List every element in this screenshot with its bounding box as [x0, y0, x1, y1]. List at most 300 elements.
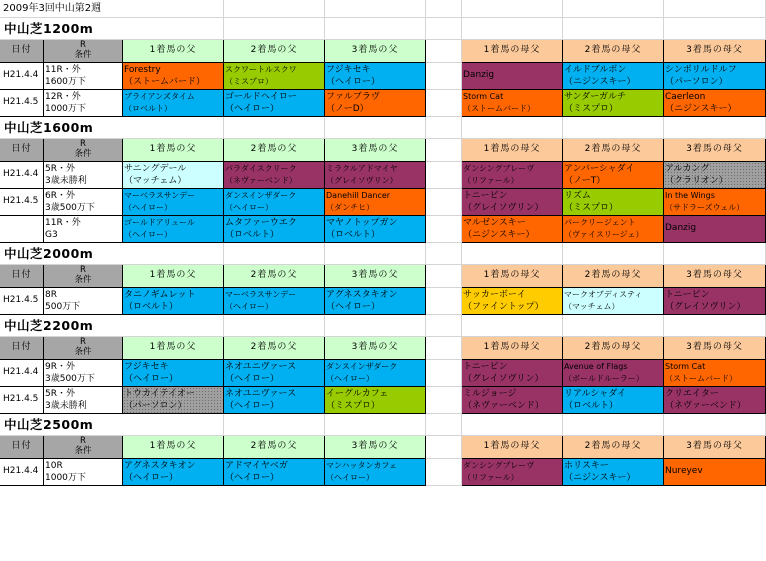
- horse-name: ダンスインザダーク: [326, 362, 398, 371]
- lineage: （ヘイロー）: [326, 473, 374, 482]
- header-sire[interactable]: 2着馬の父: [224, 40, 325, 63]
- lineage: （グレイソヴリン）: [463, 203, 544, 213]
- sire-cell[interactable]: [123, 360, 224, 387]
- horse-name: トウカイテイオー: [124, 389, 195, 399]
- dam-sire-cell[interactable]: [462, 162, 563, 189]
- race-date[interactable]: H21.4.4: [0, 162, 44, 189]
- sire-cell[interactable]: [224, 189, 325, 216]
- header-race[interactable]: [44, 265, 123, 288]
- lineage: （ストームバード）: [124, 77, 206, 87]
- empty-cell[interactable]: [325, 243, 426, 265]
- sire-cell[interactable]: [224, 387, 325, 414]
- sire-cell[interactable]: [325, 189, 426, 216]
- horse-name: アグネスタキオン: [326, 290, 398, 300]
- lineage: （ロベルト）: [124, 302, 179, 312]
- empty-cell[interactable]: [664, 315, 766, 337]
- horse-name: トニービン: [463, 362, 508, 372]
- sire-cell[interactable]: [123, 288, 224, 315]
- horse-name: Danzig: [665, 223, 697, 233]
- lineage: （ヘイロー）: [326, 374, 374, 383]
- dam-sire-cell[interactable]: [563, 90, 664, 117]
- dam-sire-cell[interactable]: [462, 387, 563, 414]
- empty-cell[interactable]: [462, 0, 563, 18]
- header-date[interactable]: 日付: [0, 40, 44, 63]
- empty-cell[interactable]: [426, 40, 462, 63]
- lineage: （ノーD）: [326, 104, 369, 114]
- sire-cell[interactable]: [224, 459, 325, 486]
- horse-name: トニービン: [463, 191, 508, 201]
- section-title[interactable]: 中山芝1600m: [0, 117, 123, 139]
- empty-cell[interactable]: [563, 18, 664, 40]
- race-date[interactable]: H21.4.4: [0, 63, 44, 90]
- sheet-title[interactable]: 2009年3回中山第2週: [0, 0, 123, 18]
- empty-cell[interactable]: [664, 0, 766, 18]
- horse-name: アルカング: [665, 164, 710, 174]
- header-sire[interactable]: 3着馬の父: [325, 40, 426, 63]
- lineage: （パーソロン）: [124, 401, 187, 411]
- lineage: （ロベルト）: [326, 230, 381, 240]
- horse-name: サニングデール: [124, 164, 187, 174]
- horse-name: Danzig: [463, 70, 495, 80]
- dam-sire-cell[interactable]: [563, 459, 664, 486]
- dam-sire-cell[interactable]: [462, 459, 563, 486]
- dam-sire-cell[interactable]: [664, 63, 766, 90]
- lineage: （グレイソヴリン）: [463, 374, 544, 384]
- horse-name: Nureyev: [665, 466, 703, 476]
- horse-name: フジキセキ: [326, 65, 371, 75]
- dam-sire-cell[interactable]: [664, 216, 766, 243]
- race-info[interactable]: [44, 90, 123, 117]
- header-dam-sire[interactable]: 2着馬の母父: [563, 265, 664, 288]
- horse-name: アンバーシャダイ: [564, 164, 635, 174]
- empty-cell[interactable]: [325, 0, 426, 18]
- header-sire[interactable]: 3着馬の父: [325, 436, 426, 459]
- lineage: （ネヴァーベンド）: [463, 401, 544, 411]
- lineage: （ロベルト）: [564, 401, 619, 411]
- header-dam-sire[interactable]: 3着馬の母父: [664, 139, 766, 162]
- empty-cell[interactable]: [462, 243, 563, 265]
- empty-cell[interactable]: [426, 436, 462, 459]
- horse-name: フジキセキ: [124, 362, 169, 372]
- horse-name: ネオユニヴァース: [225, 389, 297, 399]
- empty-cell[interactable]: [664, 243, 766, 265]
- lineage: （ニジンスキー）: [463, 230, 535, 240]
- horse-name: サンダーガルチ: [564, 92, 627, 102]
- header-dam-sire[interactable]: 3着馬の母父: [664, 265, 766, 288]
- race-date[interactable]: H21.4.4: [0, 360, 44, 387]
- sire-cell[interactable]: [325, 63, 426, 90]
- race-condition: 3歳未勝利: [45, 176, 87, 186]
- header-dam-sire[interactable]: 2着馬の母父: [563, 436, 664, 459]
- empty-cell[interactable]: [426, 315, 462, 337]
- race-info[interactable]: [44, 459, 123, 486]
- lineage: （ヘイロー）: [124, 374, 179, 384]
- header-date[interactable]: 日付: [0, 139, 44, 162]
- empty-cell[interactable]: [426, 117, 462, 139]
- horse-name: ゴールドヘイロー: [225, 92, 297, 102]
- sire-cell[interactable]: [123, 63, 224, 90]
- lineage: （ヘイロー）: [225, 104, 280, 114]
- race-date[interactable]: H21.4.5: [0, 90, 44, 117]
- empty-cell[interactable]: [224, 414, 325, 436]
- horse-name: イーグルカフェ: [326, 389, 389, 399]
- sire-cell[interactable]: [123, 459, 224, 486]
- horse-name: アグネスタキオン: [124, 461, 196, 471]
- horse-name: ゴールドアリュール: [124, 218, 195, 227]
- horse-name: ブライアンズタイム: [124, 92, 195, 101]
- horse-name: ミラクルアドマイヤ: [326, 164, 398, 173]
- sire-cell[interactable]: [325, 360, 426, 387]
- dam-sire-cell[interactable]: [462, 189, 563, 216]
- header-dam-sire[interactable]: 2着馬の母父: [563, 139, 664, 162]
- header-sire[interactable]: 3着馬の父: [325, 139, 426, 162]
- race-number: 12R・外: [45, 92, 81, 102]
- race-info[interactable]: [44, 63, 123, 90]
- lineage: （グレイソヴリン）: [326, 176, 398, 185]
- header-sire[interactable]: 1着馬の父: [123, 139, 224, 162]
- header-date[interactable]: 日付: [0, 265, 44, 288]
- empty-cell[interactable]: [563, 414, 664, 436]
- sire-cell[interactable]: [224, 216, 325, 243]
- empty-cell[interactable]: [426, 360, 462, 387]
- dam-sire-cell[interactable]: [563, 63, 664, 90]
- sire-cell[interactable]: [224, 360, 325, 387]
- sire-cell[interactable]: [224, 90, 325, 117]
- empty-cell[interactable]: [462, 18, 563, 40]
- lineage: （ヘイロー）: [225, 302, 273, 311]
- lineage: （ダンチヒ）: [326, 203, 375, 212]
- empty-cell[interactable]: [325, 315, 426, 337]
- lineage: （ロベルト）: [124, 104, 172, 113]
- horse-name: ネオユニヴァース: [225, 362, 297, 372]
- race-info[interactable]: [44, 216, 123, 243]
- empty-cell[interactable]: [426, 459, 462, 486]
- empty-cell[interactable]: [426, 243, 462, 265]
- lineage: （リファール）: [463, 176, 519, 185]
- horse-name: Forestry: [124, 65, 161, 75]
- header-race-r: R: [80, 337, 86, 347]
- empty-cell[interactable]: [123, 18, 224, 40]
- sire-cell[interactable]: [123, 216, 224, 243]
- empty-cell[interactable]: [426, 139, 462, 162]
- empty-cell[interactable]: [563, 117, 664, 139]
- header-race-r: R: [80, 139, 86, 149]
- horse-name: マルゼンスキー: [463, 218, 526, 228]
- dam-sire-cell[interactable]: [563, 288, 664, 315]
- race-number: 11R・外: [45, 218, 81, 228]
- horse-name: Avenue of Flags: [564, 362, 628, 371]
- lineage: （ヴァイスリージェ）: [564, 230, 644, 239]
- lineage: （ミスプロ）: [225, 77, 273, 86]
- lineage: （ボールドルーラー）: [564, 374, 644, 383]
- horse-name: パラダイスクリーク: [225, 164, 297, 173]
- empty-cell[interactable]: [426, 337, 462, 360]
- race-info[interactable]: [44, 360, 123, 387]
- dam-sire-cell[interactable]: [563, 387, 664, 414]
- horse-name: Storm Cat: [463, 92, 504, 101]
- header-date[interactable]: 日付: [0, 337, 44, 360]
- header-dam-sire[interactable]: 1着馬の母父: [462, 139, 563, 162]
- header-sire[interactable]: 2着馬の父: [224, 337, 325, 360]
- lineage: （ヘイロー）: [124, 203, 172, 212]
- horse-name: マンハッタンカフェ: [326, 461, 398, 470]
- race-condition: 3歳500万下: [45, 203, 95, 213]
- horse-name: イルドブルボン: [564, 65, 627, 75]
- race-number: 11R・外: [45, 65, 81, 75]
- lineage: （クラリオン）: [665, 176, 728, 186]
- empty-cell[interactable]: [224, 315, 325, 337]
- horse-name: タニノギムレット: [124, 290, 196, 300]
- empty-cell[interactable]: [462, 117, 563, 139]
- dam-sire-cell[interactable]: [664, 162, 766, 189]
- race-condition: 1600万下: [45, 77, 86, 87]
- race-condition: 1000万下: [45, 473, 86, 483]
- header-dam-sire[interactable]: 2着馬の母父: [563, 40, 664, 63]
- horse-name: Danehill Dancer: [326, 191, 391, 200]
- horse-name: In the Wings: [665, 191, 715, 200]
- race-number: 5R・外: [45, 164, 75, 174]
- horse-name: マーベラスサンデー: [225, 290, 297, 299]
- race-info[interactable]: [44, 189, 123, 216]
- race-number: 9R・外: [45, 362, 75, 372]
- lineage: （ヘイロー）: [225, 374, 280, 384]
- dam-sire-cell[interactable]: [563, 189, 664, 216]
- header-dam-sire[interactable]: 1着馬の母父: [462, 40, 563, 63]
- empty-cell[interactable]: [123, 243, 224, 265]
- empty-cell[interactable]: [426, 0, 462, 18]
- header-race-r: R: [80, 436, 86, 446]
- horse-name: リズム: [564, 191, 591, 201]
- horse-name: ムタファーウエク: [225, 218, 297, 228]
- empty-cell[interactable]: [426, 387, 462, 414]
- lineage: （ヘイロー）: [225, 401, 280, 411]
- header-dam-sire[interactable]: 2着馬の母父: [563, 337, 664, 360]
- horse-name: マヤノトップガン: [326, 218, 398, 228]
- lineage: （ミスプロ）: [326, 401, 381, 411]
- dam-sire-cell[interactable]: [563, 216, 664, 243]
- race-number: 6R・外: [45, 191, 75, 201]
- empty-cell[interactable]: [426, 63, 462, 90]
- header-race-r: R: [80, 265, 86, 275]
- race-condition: 1000万下: [45, 104, 86, 114]
- header-dam-sire[interactable]: 1着馬の母父: [462, 436, 563, 459]
- race-info[interactable]: [44, 162, 123, 189]
- header-sire[interactable]: 2着馬の父: [224, 265, 325, 288]
- header-dam-sire[interactable]: 3着馬の母父: [664, 337, 766, 360]
- header-race[interactable]: [44, 40, 123, 63]
- lineage: （ヘイロー）: [326, 77, 381, 87]
- sire-cell[interactable]: [325, 459, 426, 486]
- empty-cell[interactable]: [664, 414, 766, 436]
- lineage: （リファール）: [463, 473, 519, 482]
- lineage: （ミスプロ）: [564, 203, 619, 213]
- dam-sire-cell[interactable]: [462, 216, 563, 243]
- race-number: 5R・外: [45, 389, 75, 399]
- header-sire[interactable]: 1着馬の父: [123, 436, 224, 459]
- empty-cell[interactable]: [462, 315, 563, 337]
- empty-cell[interactable]: [426, 162, 462, 189]
- race-date[interactable]: H21.4.5: [0, 387, 44, 414]
- empty-cell[interactable]: [123, 117, 224, 139]
- lineage: （サドラーズウェル）: [665, 203, 745, 212]
- horse-name: パークリージェント: [564, 218, 636, 227]
- horse-name: Storm Cat: [665, 362, 706, 371]
- sire-cell[interactable]: [123, 387, 224, 414]
- header-sire[interactable]: 1着馬の父: [123, 40, 224, 63]
- header-sire[interactable]: 1着馬の父: [123, 337, 224, 360]
- dam-sire-cell[interactable]: [664, 90, 766, 117]
- horse-name: ダンスインザダーク: [225, 191, 297, 200]
- sire-cell[interactable]: [224, 162, 325, 189]
- horse-name: リアルシャダイ: [564, 389, 627, 399]
- empty-cell[interactable]: [426, 265, 462, 288]
- header-sire[interactable]: 3着馬の父: [325, 265, 426, 288]
- dam-sire-cell[interactable]: [462, 288, 563, 315]
- header-sire[interactable]: 3着馬の父: [325, 337, 426, 360]
- header-sire[interactable]: 2着馬の父: [224, 139, 325, 162]
- empty-cell[interactable]: [426, 216, 462, 243]
- empty-cell[interactable]: [664, 117, 766, 139]
- empty-cell[interactable]: [224, 18, 325, 40]
- race-condition: G3: [45, 230, 58, 240]
- horse-name: ミルジョージ: [463, 389, 517, 399]
- sire-cell[interactable]: [123, 189, 224, 216]
- header-race[interactable]: [44, 337, 123, 360]
- dam-sire-cell[interactable]: [664, 387, 766, 414]
- lineage: （ニジンスキー）: [564, 77, 636, 87]
- horse-name: マークオブディスティ: [564, 290, 643, 299]
- sire-cell[interactable]: [325, 387, 426, 414]
- lineage: （ストームバード）: [665, 374, 737, 383]
- horse-name: サッカーボーイ: [463, 290, 526, 300]
- race-condition: 3歳未勝利: [45, 401, 87, 411]
- race-condition: 500万下: [45, 302, 81, 312]
- lineage: （グレイソヴリン）: [665, 302, 746, 312]
- empty-cell[interactable]: [426, 189, 462, 216]
- dam-sire-cell[interactable]: [462, 63, 563, 90]
- race-info[interactable]: [44, 288, 123, 315]
- header-dam-sire[interactable]: 3着馬の母父: [664, 40, 766, 63]
- lineage: （ネヴァーベンド）: [665, 401, 746, 411]
- empty-cell[interactable]: [462, 414, 563, 436]
- dam-sire-cell[interactable]: [664, 288, 766, 315]
- race-info[interactable]: [44, 387, 123, 414]
- dam-sire-cell[interactable]: [462, 360, 563, 387]
- empty-cell[interactable]: [224, 243, 325, 265]
- race-date[interactable]: H21.4.4: [0, 459, 44, 486]
- empty-cell[interactable]: [325, 117, 426, 139]
- empty-cell[interactable]: [426, 18, 462, 40]
- header-date[interactable]: 日付: [0, 436, 44, 459]
- dam-sire-cell[interactable]: [462, 90, 563, 117]
- empty-cell[interactable]: [664, 18, 766, 40]
- header-race-cond: 条件: [74, 347, 92, 357]
- lineage: （ストームバード）: [463, 104, 535, 113]
- empty-cell[interactable]: [325, 414, 426, 436]
- race-date[interactable]: [0, 216, 44, 243]
- header-sire[interactable]: 1着馬の父: [123, 265, 224, 288]
- empty-cell[interactable]: [123, 414, 224, 436]
- header-dam-sire[interactable]: 1着馬の母父: [462, 265, 563, 288]
- header-sire[interactable]: 2着馬の父: [224, 436, 325, 459]
- dam-sire-cell[interactable]: [563, 360, 664, 387]
- lineage: （ニジンスキー）: [665, 104, 737, 114]
- sire-cell[interactable]: [325, 288, 426, 315]
- section-title[interactable]: 中山芝2000m: [0, 243, 123, 265]
- sire-cell[interactable]: [325, 90, 426, 117]
- lineage: （ファイントップ）: [463, 302, 544, 312]
- header-race-cond: 条件: [74, 149, 92, 159]
- lineage: （マッチェム）: [124, 176, 187, 186]
- section-title[interactable]: 中山芝1200m: [0, 18, 123, 40]
- race-number: 8R: [45, 290, 57, 300]
- sire-cell[interactable]: [123, 90, 224, 117]
- lineage: （マッチェム）: [564, 302, 620, 311]
- sire-cell[interactable]: [325, 162, 426, 189]
- lineage: （ヘイロー）: [124, 473, 179, 483]
- horse-name: Caerleon: [665, 92, 706, 102]
- empty-cell[interactable]: [563, 315, 664, 337]
- sire-cell[interactable]: [224, 288, 325, 315]
- race-date[interactable]: H21.4.5: [0, 189, 44, 216]
- sire-cell[interactable]: [123, 162, 224, 189]
- sire-cell[interactable]: [325, 216, 426, 243]
- horse-name: ホリスキー: [564, 461, 609, 471]
- empty-cell[interactable]: [224, 0, 325, 18]
- header-race[interactable]: [44, 139, 123, 162]
- empty-cell[interactable]: [325, 18, 426, 40]
- dam-sire-cell[interactable]: [664, 189, 766, 216]
- horse-name: クリエイター: [665, 389, 719, 399]
- horse-name: ファルブラヴ: [326, 92, 380, 102]
- empty-cell[interactable]: [224, 117, 325, 139]
- empty-cell[interactable]: [426, 90, 462, 117]
- race-condition: 3歳500万下: [45, 374, 95, 384]
- lineage: （ミスプロ）: [564, 104, 619, 114]
- empty-cell[interactable]: [563, 243, 664, 265]
- race-number: 10R: [45, 461, 63, 471]
- race-date[interactable]: H21.4.5: [0, 288, 44, 315]
- horse-name: シンボリルドルフ: [665, 65, 737, 75]
- lineage: （ヘイロー）: [124, 230, 172, 239]
- lineage: （ネヴァーベンド）: [225, 176, 297, 185]
- empty-cell[interactable]: [563, 0, 664, 18]
- section-title[interactable]: 中山芝2500m: [0, 414, 123, 436]
- dam-sire-cell[interactable]: [563, 162, 664, 189]
- dam-sire-cell[interactable]: [664, 360, 766, 387]
- horse-name: アドマイヤベガ: [225, 461, 288, 471]
- header-race-cond: 条件: [74, 50, 92, 60]
- header-dam-sire[interactable]: 1着馬の母父: [462, 337, 563, 360]
- header-race[interactable]: [44, 436, 123, 459]
- empty-cell[interactable]: [123, 0, 224, 18]
- sire-cell[interactable]: [224, 63, 325, 90]
- horse-name: スクワートルスクワ: [225, 65, 297, 74]
- empty-cell[interactable]: [426, 288, 462, 315]
- header-race-cond: 条件: [74, 446, 92, 456]
- horse-name: ダンシングブレーヴ: [463, 461, 535, 470]
- lineage: （ロベルト）: [225, 230, 280, 240]
- empty-cell[interactable]: [123, 315, 224, 337]
- dam-sire-cell[interactable]: [664, 459, 766, 486]
- horse-name: マーベラスサンデー: [124, 191, 196, 200]
- lineage: （ヘイロー）: [225, 473, 280, 483]
- empty-cell[interactable]: [426, 414, 462, 436]
- section-title[interactable]: 中山芝2200m: [0, 315, 123, 337]
- lineage: （ノーT）: [564, 176, 606, 186]
- header-dam-sire[interactable]: 3着馬の母父: [664, 436, 766, 459]
- horse-name: ダンシングブレーヴ: [463, 164, 535, 173]
